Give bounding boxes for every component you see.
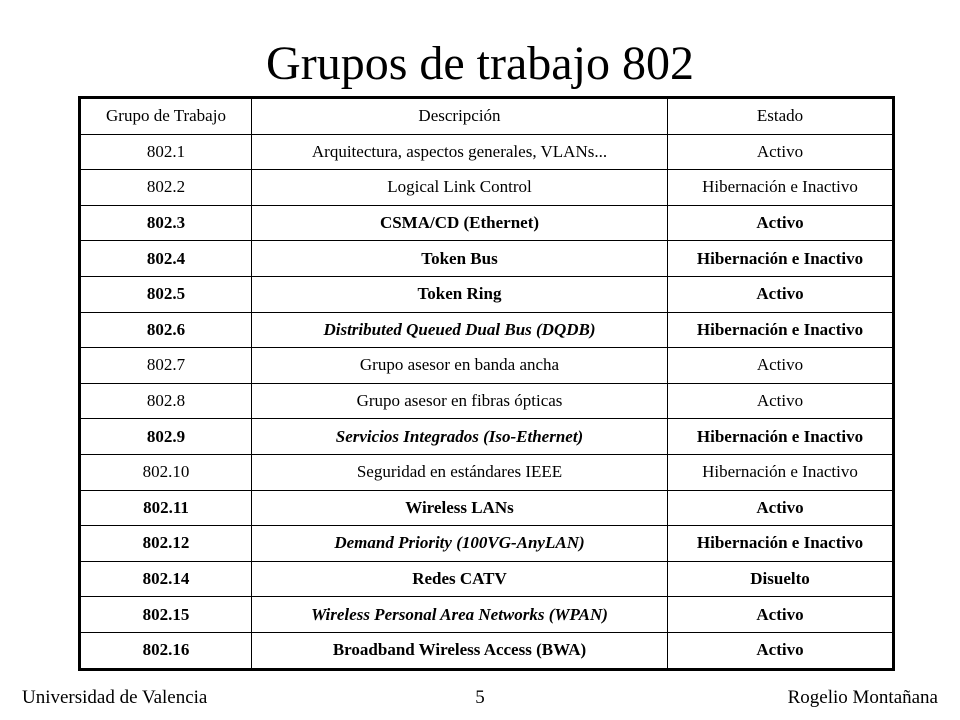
cell-description: Token Ring (252, 276, 668, 312)
table-row (80, 134, 894, 170)
cell-status: Disuelto (668, 561, 894, 597)
cell-group: 802.8 (80, 383, 252, 419)
cell-status: Hibernación e Inactivo (668, 526, 894, 562)
cell-group: 802.11 (80, 490, 252, 526)
cell-group: 802.16 (80, 632, 252, 669)
cell-description: CSMA/CD (Ethernet) (252, 205, 668, 241)
footer-page-number: 5 (475, 687, 485, 708)
table-row (80, 276, 894, 312)
cell-group: 802.9 (80, 419, 252, 455)
cell-status: Activo (668, 632, 894, 669)
cell-description: Grupo asesor en banda ancha (252, 348, 668, 384)
cell-group: 802.14 (80, 561, 252, 597)
cell-status: Hibernación e Inactivo (668, 312, 894, 348)
cell-description: Token Bus (252, 241, 668, 277)
header-group: Grupo de Trabajo (80, 98, 252, 135)
table-row (80, 526, 894, 562)
cell-group: 802.10 (80, 454, 252, 490)
table-row (80, 561, 894, 597)
table-row (80, 632, 894, 669)
cell-description: Redes CATV (252, 561, 668, 597)
cell-description: Wireless LANs (252, 490, 668, 526)
header-status: Estado (668, 98, 894, 135)
cell-description: Arquitectura, aspectos generales, VLANs... (252, 134, 668, 170)
cell-status: Activo (668, 134, 894, 170)
cell-group: 802.2 (80, 170, 252, 206)
cell-description: Grupo asesor en fibras ópticas (252, 383, 668, 419)
cell-status: Hibernación e Inactivo (668, 419, 894, 455)
cell-group: 802.5 (80, 276, 252, 312)
cell-description: Wireless Personal Area Networks (WPAN) (252, 597, 668, 633)
cell-description: Seguridad en estándares IEEE (252, 454, 668, 490)
table-row (80, 383, 894, 419)
table-row (80, 170, 894, 206)
cell-status: Activo (668, 383, 894, 419)
cell-description: Demand Priority (100VG-AnyLAN) (252, 526, 668, 562)
footer-institution: Universidad de Valencia (22, 687, 208, 708)
cell-group: 802.1 (80, 134, 252, 170)
working-groups-table (78, 96, 895, 671)
cell-status: Activo (668, 276, 894, 312)
table-row (80, 419, 894, 455)
table-row (80, 312, 894, 348)
cell-description: Servicios Integrados (Iso-Ethernet) (252, 419, 668, 455)
cell-status: Activo (668, 348, 894, 384)
cell-description: Distributed Queued Dual Bus (DQDB) (252, 312, 668, 348)
cell-group: 802.6 (80, 312, 252, 348)
cell-group: 802.4 (80, 241, 252, 277)
cell-status: Hibernación e Inactivo (668, 454, 894, 490)
footer-author: Rogelio Montañana (787, 687, 938, 708)
slide-title: Grupos de trabajo 802 (266, 37, 694, 90)
header-description: Descripción (252, 98, 668, 135)
cell-status: Hibernación e Inactivo (668, 170, 894, 206)
cell-group: 802.12 (80, 526, 252, 562)
table-row (80, 597, 894, 633)
cell-description: Logical Link Control (252, 170, 668, 206)
cell-description: Broadband Wireless Access (BWA) (252, 632, 668, 669)
cell-status: Activo (668, 205, 894, 241)
cell-status: Activo (668, 490, 894, 526)
cell-group: 802.7 (80, 348, 252, 384)
cell-group: 802.15 (80, 597, 252, 633)
cell-status: Hibernación e Inactivo (668, 241, 894, 277)
cell-status: Activo (668, 597, 894, 633)
table-row (80, 348, 894, 384)
table-row (80, 205, 894, 241)
table-body (80, 98, 894, 670)
table-row (80, 454, 894, 490)
table-row (80, 490, 894, 526)
table-header-row (80, 98, 894, 135)
table-row (80, 241, 894, 277)
cell-group: 802.3 (80, 205, 252, 241)
